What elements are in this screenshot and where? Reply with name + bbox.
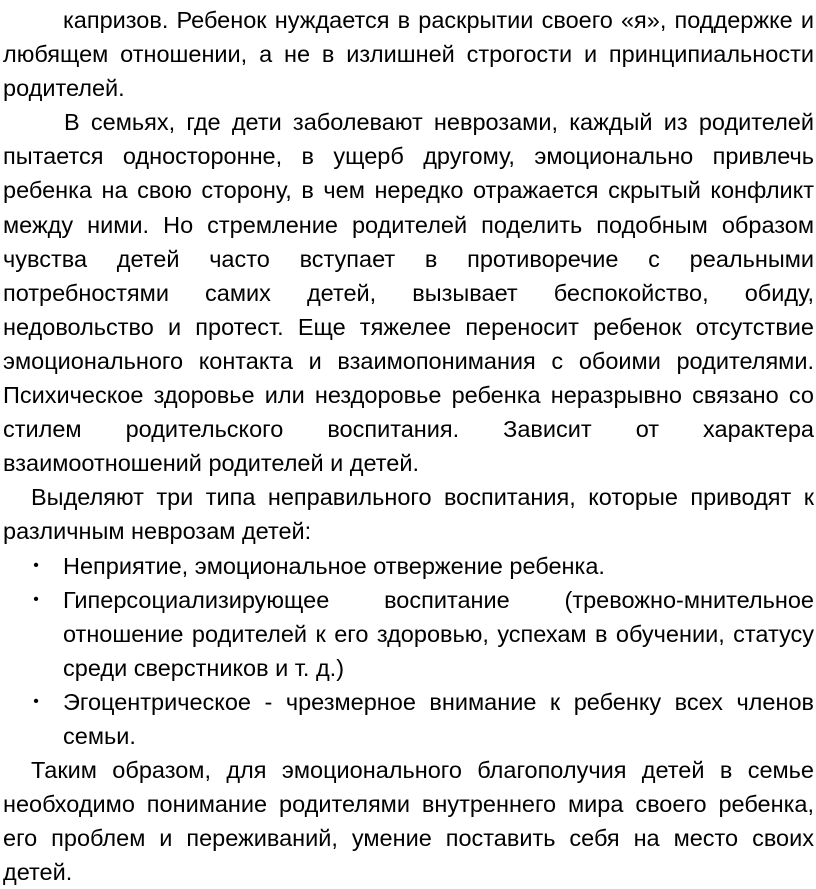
list-item-text: Неприятие, эмоциональное отвержение ребенка. <box>63 552 605 579</box>
upbringing-types-list <box>3 549 814 754</box>
paragraph-conclusion: Таким образом, для эмоционального благополучия детей в семье необходимо понимание родителями внутреннего мира своего ребенка, его проблем и переживаний, умение поставить себя на место своих детей. <box>3 757 814 886</box>
paragraph-continuation: капризов. Ребенок нуждается в раскрытии своего «я», поддержке и любящем отношении, а не в излишней строгости и принципиальности родителей. <box>3 7 814 102</box>
paragraph-neuroses: В семьях, где дети заболевают неврозами, каждый из родителей пытается односторонне, в ущерб другому, эмоционально привлечь ребенка на свою сторону, в чем нередко отражается скрытый конфликт между ними. Но стремление родителей поделить подобным образом чувства детей часто вступает в противоречие с реальными потребностями самих детей, вызывает беспокойство, обиду, недовольство и протест. Еще тяжелее переносит ребенок отсутствие эмоционального контакта и взаимопонимания с обоими родителями. Психическое здоровье или нездоровье ребенка неразрывно связано со стилем родительского воспитания. Зависит от характера взаимоотношений родителей и детей. <box>3 109 814 477</box>
list-item-text: Гиперсоциализирующее воспитание (тревожно-мнительное отношение родителей к его здоровью, успехам в обучении, статусу среди сверстников и т. д.) <box>63 586 814 681</box>
list-item <box>3 685 814 753</box>
bullet-icon: • <box>33 556 39 574</box>
paragraph-upbringing-types: Выделяют три типа неправильного воспитания, которые приводят к различным неврозам детей: <box>3 484 814 545</box>
list-item <box>3 583 814 685</box>
list-item-text: Эгоцентрическое - чрезмерное внимание к ребенку всех членов семьи. <box>63 688 814 749</box>
list-item <box>3 549 814 583</box>
bullet-icon: • <box>33 590 39 608</box>
bullet-icon: • <box>33 692 39 710</box>
